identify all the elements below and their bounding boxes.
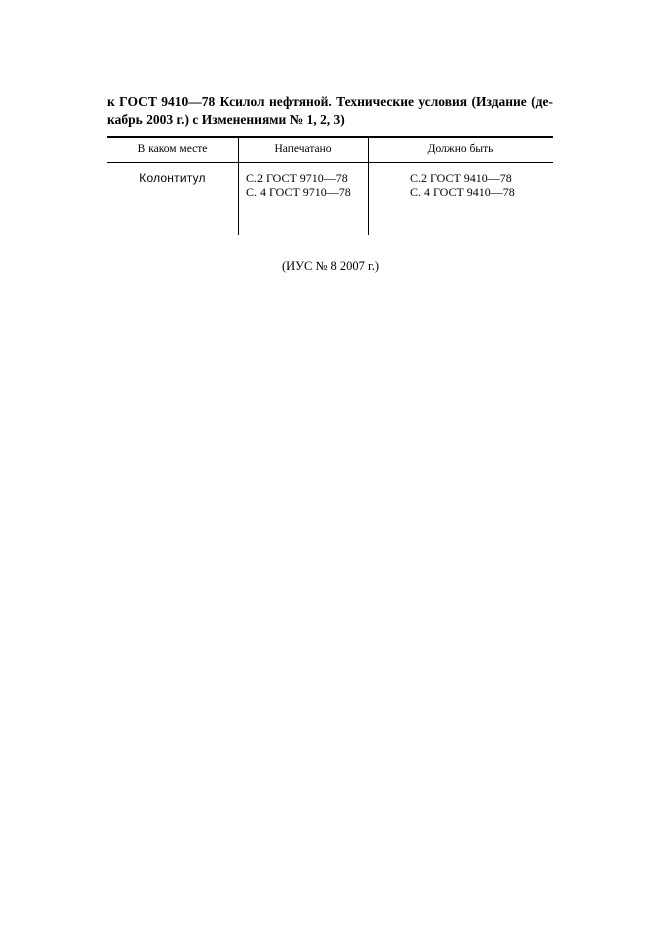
column-divider-2	[368, 138, 369, 235]
cell-place	[107, 171, 238, 185]
heading-line-1: к ГОСТ 9410—78 Ксилол нефтяной. Технические условия (Издание (де-	[107, 94, 553, 109]
erratum-table	[107, 136, 553, 235]
header-printed: Напечатано	[274, 143, 332, 155]
cell-should-be	[410, 171, 550, 199]
should-be-line-2: С. 4 ГОСТ 9410—78	[410, 185, 515, 199]
printed-line-2: С. 4 ГОСТ 9710—78	[246, 185, 351, 199]
table-header-row	[107, 138, 553, 163]
header-place: В каком месте	[137, 143, 208, 155]
header-should-be: Должно быть	[427, 143, 494, 155]
should-be-line-1: С.2 ГОСТ 9410—78	[410, 171, 512, 185]
printed-line-1: С.2 ГОСТ 9710—78	[246, 171, 348, 185]
document-heading	[107, 93, 553, 129]
place-value: Колонтитул	[139, 171, 206, 185]
column-divider-1	[238, 138, 239, 235]
heading-line-2: кабрь 2003 г.) с Изменениями № 1, 2, 3)	[107, 112, 345, 127]
cell-printed	[246, 171, 366, 199]
source-citation: (ИУС № 8 2007 г.)	[281, 259, 380, 273]
